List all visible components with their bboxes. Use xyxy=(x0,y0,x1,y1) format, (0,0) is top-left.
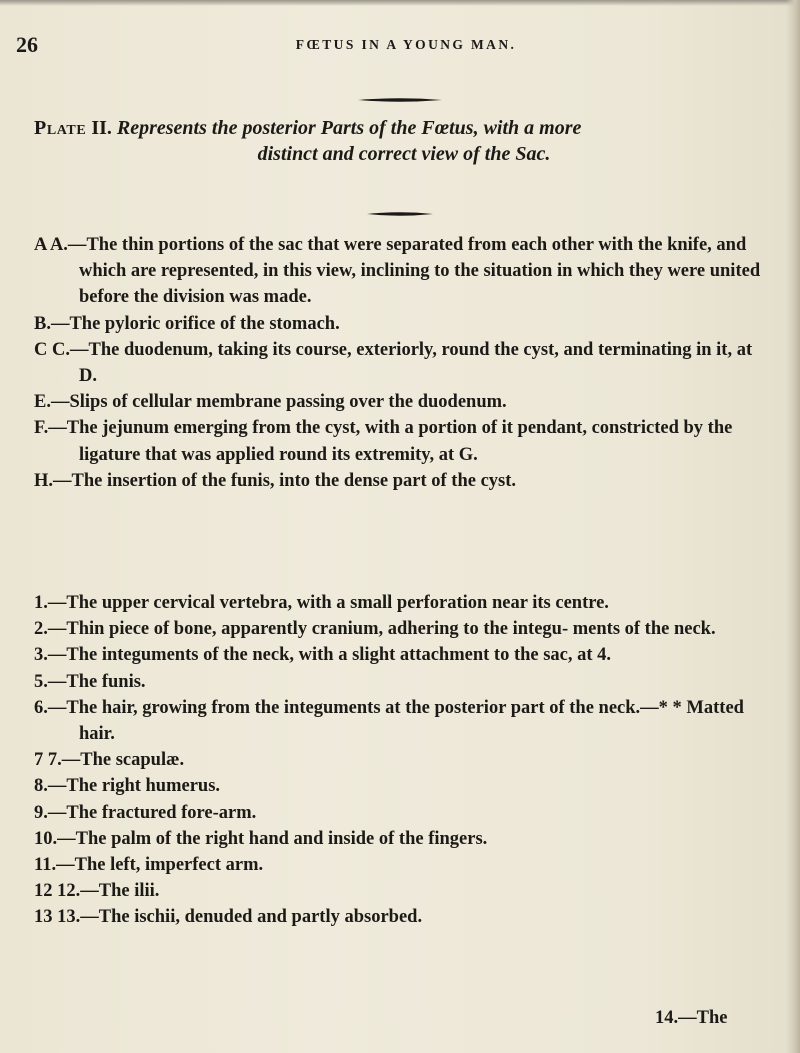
list-item xyxy=(34,773,774,799)
ornament-rule-top xyxy=(0,96,800,106)
item-key: 1.— xyxy=(34,593,67,613)
item-text: The insertion of the funis, into the dense part of the cyst. xyxy=(71,470,517,491)
page-gutter-shadow xyxy=(786,0,800,1053)
item-key: C C.— xyxy=(34,339,89,360)
item-text: The hair, growing from the integuments at the posterior part of the neck.—* * Matted hair. xyxy=(66,697,744,745)
plate-number: II. xyxy=(91,117,112,139)
item-key: 3.— xyxy=(34,645,67,666)
plate-caption-text: Represents the posterior Parts of the Fœtus, with a more xyxy=(116,117,582,139)
letter-key-list xyxy=(34,232,774,494)
item-text: The palm of the right hand and inside of the fingers. xyxy=(75,828,488,849)
plate-label: Plate xyxy=(34,117,87,139)
list-item xyxy=(34,852,774,878)
list-item xyxy=(34,337,774,389)
list-item xyxy=(34,311,774,337)
item-text: The ischii, denuded and partly absorbed. xyxy=(98,907,423,928)
page-header xyxy=(16,32,786,62)
item-key: 8.— xyxy=(34,776,67,797)
item-text: The right humerus. xyxy=(66,776,221,797)
item-key: 12 12.— xyxy=(34,881,99,902)
item-key: 7 7.— xyxy=(34,750,81,771)
item-key: 9.— xyxy=(34,802,67,823)
item-text: The jejunum emerging from the cyst, with a portion of it pendant, constricted by the ligature that was applied round its extremity, at G. xyxy=(66,418,733,465)
list-item xyxy=(34,232,774,311)
catchword: 14.—The xyxy=(655,1008,728,1028)
page-top-edge xyxy=(0,0,800,6)
item-key: 10.— xyxy=(34,828,76,849)
item-key: 6.— xyxy=(34,697,67,718)
item-text: The integuments of the neck, with a slight attachment to the sac, at 4. xyxy=(66,645,612,666)
item-key: 5.— xyxy=(34,671,67,692)
number-key-list xyxy=(34,590,774,931)
ornament-dash-icon xyxy=(358,96,442,104)
item-text: The funis. xyxy=(66,671,146,692)
list-item xyxy=(34,904,774,930)
list-item xyxy=(34,800,774,826)
item-key: F.— xyxy=(34,418,67,439)
plate-caption-line2: distinct and correct view of the Sac. xyxy=(257,143,551,165)
item-text: The fractured fore-arm. xyxy=(66,802,257,823)
list-item xyxy=(34,642,774,668)
list-item xyxy=(34,669,774,695)
item-key: 11.— xyxy=(34,855,75,876)
item-key: 2.— xyxy=(34,619,67,640)
plate-caption-line1 xyxy=(34,115,774,141)
list-item xyxy=(34,468,774,494)
item-key: 13 13.— xyxy=(34,907,99,928)
item-text: Thin piece of bone, apparently cranium, adhering to the integu- ments of the neck. xyxy=(66,619,716,640)
list-item xyxy=(34,878,774,904)
item-text: The scapulæ. xyxy=(80,750,185,771)
item-text: The left, imperfect arm. xyxy=(74,855,264,876)
item-key: A A.— xyxy=(34,235,87,255)
page-number: 26 xyxy=(16,32,38,57)
item-text: The thin portions of the sac that were separated from each other with the knife, and which are represented, in this view, inclining to the situation in which they were united before the division was made. xyxy=(79,235,761,308)
list-item xyxy=(34,747,774,773)
list-item xyxy=(34,590,774,616)
list-item xyxy=(34,695,774,747)
item-text: The upper cervical vertebra, with a small perforation near its centre. xyxy=(66,593,609,613)
list-item xyxy=(34,415,774,467)
item-text: The ilii. xyxy=(98,881,160,902)
plate-caption xyxy=(34,115,774,167)
ornament-rule-middle xyxy=(0,210,800,220)
item-key: B.— xyxy=(34,313,70,334)
list-item xyxy=(34,616,774,642)
item-text: The pyloric orifice of the stomach. xyxy=(69,313,340,334)
list-item xyxy=(34,826,774,852)
running-head: FŒTUS IN A YOUNG MAN. xyxy=(295,37,517,52)
item-key: H.— xyxy=(34,470,72,491)
item-text: Slips of cellular membrane passing over the duodenum. xyxy=(69,392,507,413)
list-item xyxy=(34,389,774,415)
item-key: E.— xyxy=(34,392,70,413)
ornament-dash-icon xyxy=(367,210,433,218)
item-text: The duodenum, taking its course, exteriorly, round the cyst, and terminating in it, at D. xyxy=(79,339,753,387)
